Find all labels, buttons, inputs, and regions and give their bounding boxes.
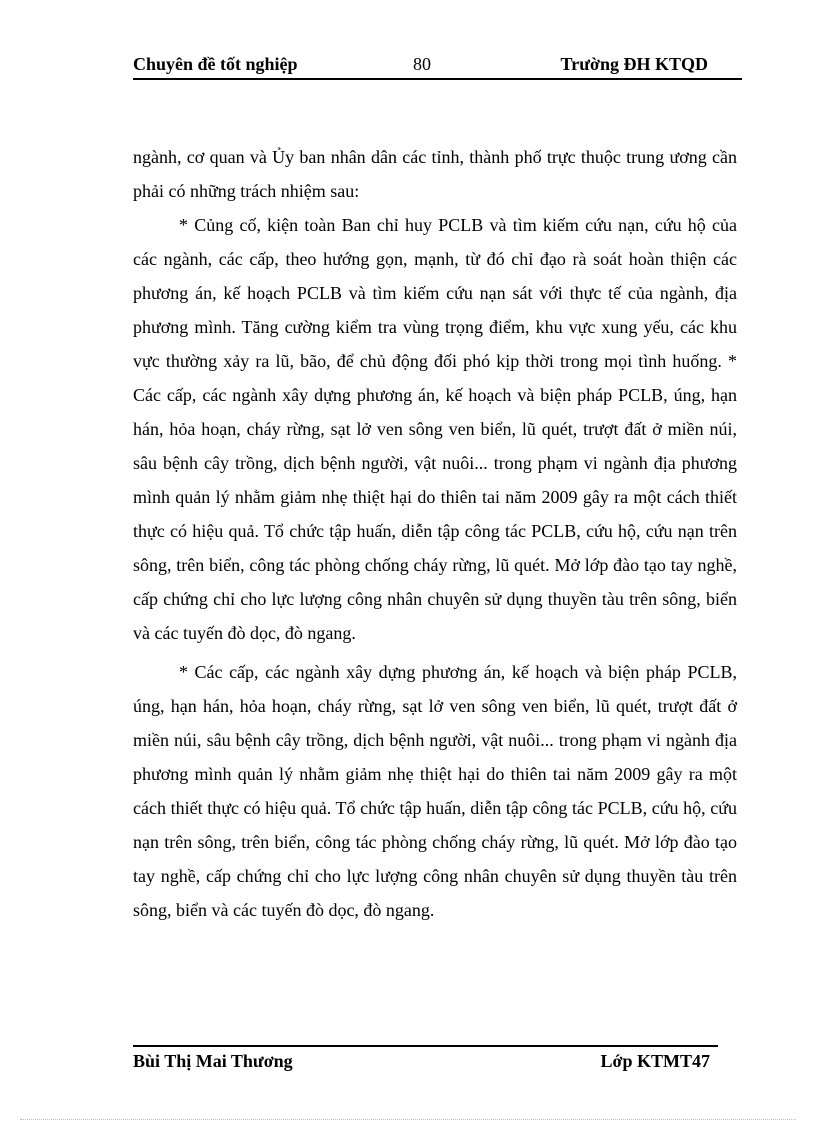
body-paragraph-1: ngành, cơ quan và Ủy ban nhân dân các tỉnh, thành phố trực thuộc trung ương cần phải có những trách nhiệm sau: bbox=[133, 147, 737, 201]
page-boundary-divider bbox=[20, 1119, 796, 1120]
header-university: Trường ĐH KTQD bbox=[560, 54, 708, 74]
body-paragraph-2: * Củng cố, kiện toàn Ban chỉ huy PCLB và tìm kiếm cứu nạn, cứu hộ của các ngành, các cấp, theo hướng gọn, mạnh, từ đó chỉ đạo rà soát hoàn thiện các phương án, kế hoạch PCLB và tìm kiếm cứu nạn sát với thực tế của ngành, địa phương mình. Tăng cường kiểm tra vùng trọng điểm, khu vực xung yếu, các khu vực thường xảy ra lũ, bão, để chủ động đối phó kịp thời trong mọi tình huống. * Các cấp, các ngành xây dựng phương án, kế hoạch và biện pháp PCLB, úng, hạn hán, hỏa hoạn, cháy rừng, sạt lở ven sông ven biển, lũ quét, trượt đất ở miền núi, sâu bệnh cây trồng, dịch bệnh người, vật nuôi... trong phạm vi ngành địa phương mình quản lý nhằm giảm nhẹ thiệt hại do thiên tai năm 2009 gây ra một cách thiết thực có hiệu quả. Tổ chức tập huấn, diễn tập công tác PCLB, cứu hộ, cứu nạn trên sông, trên biển, công tác phòng chống cháy rừng, lũ quét. Mở lớp đào tạo tay nghề, cấp chứng chỉ cho lực lượng công nhân chuyên sử dụng thuyền tàu trên sông, biển và các tuyến đò dọc, đò ngang. bbox=[133, 215, 737, 643]
header-document-type: Chuyên đề tốt nghiệp bbox=[133, 54, 298, 74]
page-footer bbox=[133, 1045, 718, 1077]
footer-author: Bùi Thị Mai Thương bbox=[133, 1051, 293, 1071]
body-paragraph-3: * Các cấp, các ngành xây dựng phương án, kế hoạch và biện pháp PCLB, úng, hạn hán, hỏa hoạn, cháy rừng, sạt lở ven sông ven biển, lũ quét, trượt đất ở miền núi, sâu bệnh cây trồng, dịch bệnh người, vật nuôi... trong phạm vi ngành địa phương mình quản lý nhằm giảm nhẹ thiệt hại do thiên tai năm 2009 gây ra một cách thiết thực có hiệu quả. Tổ chức tập huấn, diễn tập công tác PCLB, cứu hộ, cứu nạn trên sông, trên biển, công tác phòng chống cháy rừng, lũ quét. Mở lớp đào tạo tay nghề, cấp chứng chỉ cho lực lượng công nhân chuyên sử dụng thuyền tàu trên sông, biển và các tuyến đò dọc, đò ngang. bbox=[133, 662, 737, 920]
footer-class: Lớp KTMT47 bbox=[600, 1051, 710, 1071]
document-body bbox=[133, 140, 737, 927]
page-header bbox=[133, 52, 742, 80]
header-page-number: 80 bbox=[413, 54, 431, 74]
